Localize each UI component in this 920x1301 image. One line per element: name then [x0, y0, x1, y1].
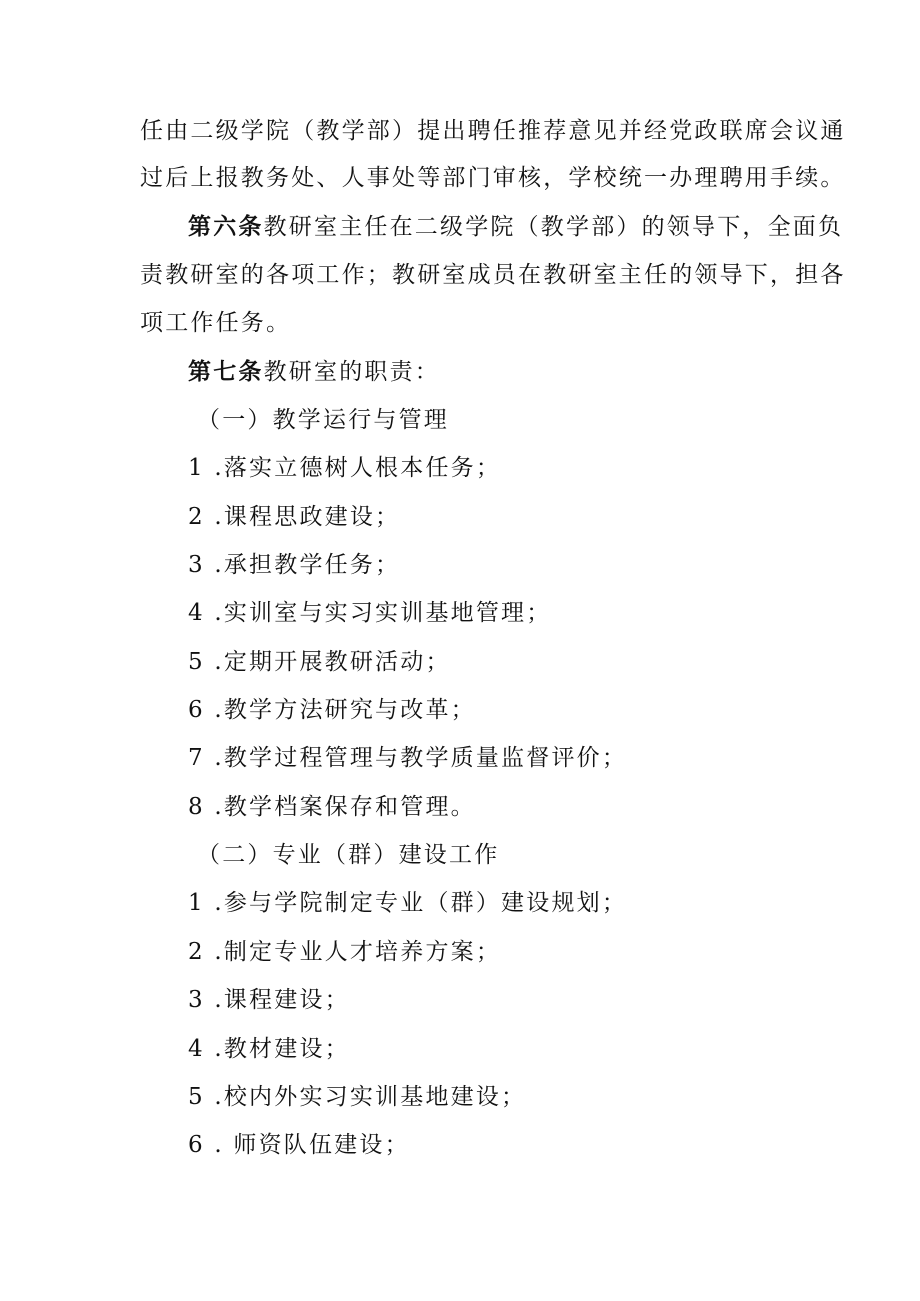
list-item: 2 .课程思政建设；: [188, 504, 401, 530]
section-heading: （一）教学运行与管理: [197, 407, 449, 433]
list-item: 6 .教学方法研究与改革；: [188, 697, 476, 723]
article-7-line: [188, 357, 838, 387]
paragraph-line: 过后上报教务处、人事处等部门审核，学校统一办理聘用手续。: [140, 165, 846, 191]
paragraph-line: 责教研室的各项工作；教研室成员在教研室主任的领导下，担各: [140, 262, 846, 288]
paragraph-line: 任由二级学院（教学部）提出聘任推荐意见并经党政联席会议通: [140, 118, 846, 144]
article-6-label: 第六条: [188, 213, 264, 240]
list-item: 2 .制定专业人才培养方案；: [188, 939, 502, 965]
paragraph-line: 项工作任务。: [140, 310, 292, 336]
list-item: 7 .教学过程管理与教学质量监督评价；: [188, 745, 628, 771]
list-item: 4 .教材建设；: [188, 1036, 350, 1062]
article-6-line: [188, 212, 844, 242]
list-item: 5 .定期开展教研活动；: [188, 649, 451, 675]
list-item: 1 .落实立德树人根本任务；: [188, 455, 502, 481]
list-item: 4 .实训室与实习实训基地管理；: [188, 600, 552, 626]
article-6-text: 教研室主任在二级学院（教学部）的领导下，全面负: [263, 214, 844, 240]
list-item: 3 .承担教学任务；: [188, 552, 401, 578]
article-7-text: 教研室的职责：: [263, 359, 441, 385]
list-item: 3 .课程建设；: [188, 987, 350, 1013]
article-7-label: 第七条: [188, 358, 264, 385]
section-heading: （二）专业（群）建设工作: [197, 842, 500, 868]
list-item: 6 . 师资队伍建设；: [188, 1132, 410, 1158]
list-item: 1 .参与学院制定专业（群）建设规划；: [188, 890, 628, 916]
list-item: 8 .教学档案保存和管理。: [188, 794, 476, 820]
list-item: 5 .校内外实习实训基地建设；: [188, 1084, 527, 1110]
